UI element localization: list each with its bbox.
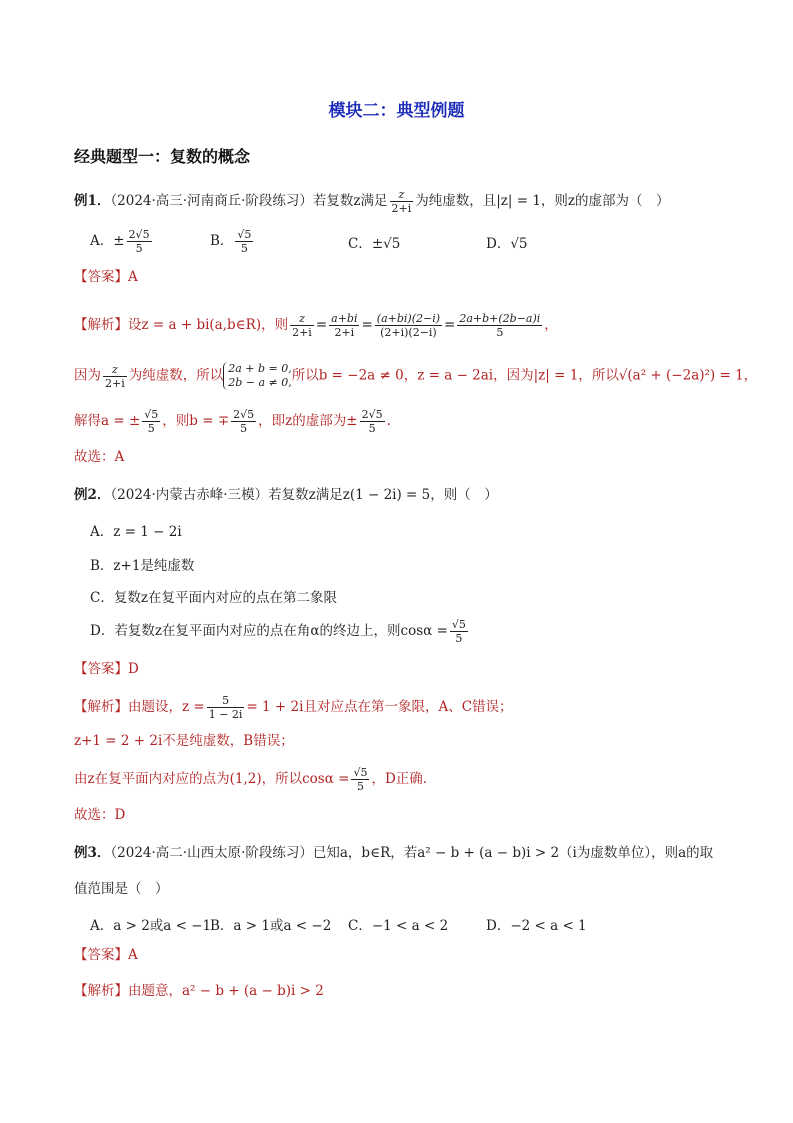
analysis-line-2: z+1 = 2 + 2i不是纯虚数，B错误； bbox=[74, 733, 294, 749]
choose-line: 故选：A bbox=[74, 449, 125, 465]
analysis-line-3: 由z在复平面内对应的点为(1,2)，所以cosα = $\frac{√5}{5}$ ，D正确. bbox=[74, 766, 428, 793]
option-c: C．−1 < a < 2 bbox=[348, 918, 449, 934]
example-label: 例2． bbox=[74, 487, 111, 503]
option-d: D．−2 < a < 1 bbox=[486, 918, 587, 934]
choose-line: 故选：D bbox=[74, 807, 126, 823]
analysis-line-1: 【解析】设z = a + bi(a,b∈R)，则 $\frac{z}{2+i}$ = $\frac{a+bi}{2+i}$ = $\frac{(a+bi)(2-i)}{(2+i)(2-i)}$ = $\frac{2a+b+(2b-a)i}{5}$ ， bbox=[74, 312, 558, 339]
option-c: C．复数z在复平面内对应的点在第二象限 bbox=[90, 590, 337, 606]
answer-line: 【答案】A bbox=[74, 947, 138, 963]
example-label: 例3． bbox=[74, 845, 111, 861]
example-3-stem: 例3．（2024·高二·山西太原·阶段练习）已知a，b∈R，若a² − b + (a − b)i > 2（i为虚数单位），则a的取 bbox=[74, 845, 714, 861]
option-c: C．±√5 bbox=[348, 236, 401, 252]
answer-line: 【答案】D bbox=[74, 661, 139, 677]
analysis-line-1: 【解析】由题设，z = $\frac{5}{1 - 2i}$ = 1 + 2i且对应点在第一象限，A、C错误； bbox=[74, 694, 513, 721]
option-a: A．a > 2或a < −1 bbox=[90, 918, 212, 934]
analysis-line-1: 【解析】由题意，a² − b + (a − b)i > 2 bbox=[74, 983, 324, 999]
example-label: 例1． bbox=[74, 193, 111, 209]
module-title: 模块二：典型例题 bbox=[328, 101, 465, 121]
option-d: D．√5 bbox=[486, 236, 528, 252]
example-3-stem-cont: 值范围是（ ） bbox=[74, 881, 169, 897]
option-d: D．若复数z在复平面内对应的点在角α的终边上，则cosα = $\frac{√5}{5}$ bbox=[90, 618, 466, 645]
option-b: B．z+1是纯虚数 bbox=[90, 558, 195, 574]
section-title: 经典题型一：复数的概念 bbox=[74, 147, 251, 166]
analysis-line-2: 因为 $\frac{z}{2+i}$ 为纯虚数，所以 2a + b = 0, 2b − a ≠ 0, 所以b = −2a ≠ 0，z = a − 2ai，因为|z| = 1，所以√(a² + (−2a)²) = 1， bbox=[74, 362, 758, 390]
option-b: B．a > 1或a < −2 bbox=[210, 918, 332, 934]
example-1-stem: 例1．（2024·高三·河南商丘·阶段练习）若复数z满足 $\frac{z}{2+i}$ 为纯虚数，且|z| = 1，则z的虚部为（ ） bbox=[74, 188, 670, 215]
option-a: A．z = 1 − 2i bbox=[90, 524, 182, 540]
example-2-stem: 例2．（2024·内蒙古赤峰·三模）若复数z满足z(1 − 2i) = 5，则（ ） bbox=[74, 487, 498, 503]
option-a: A．± $\frac{2√5}{5}$ bbox=[90, 228, 150, 255]
option-b: B． $\frac{√5}{5}$ bbox=[210, 228, 252, 255]
fraction: $\frac{z}{2+i}$ bbox=[391, 188, 412, 215]
answer-line: 【答案】A bbox=[74, 269, 138, 285]
analysis-line-3: 解得a = ± $\frac{√5}{5}$ ，则b = ∓ $\frac{2√5}{5}$ ，即z的虚部为± $\frac{2√5}{5}$ . bbox=[74, 408, 391, 435]
